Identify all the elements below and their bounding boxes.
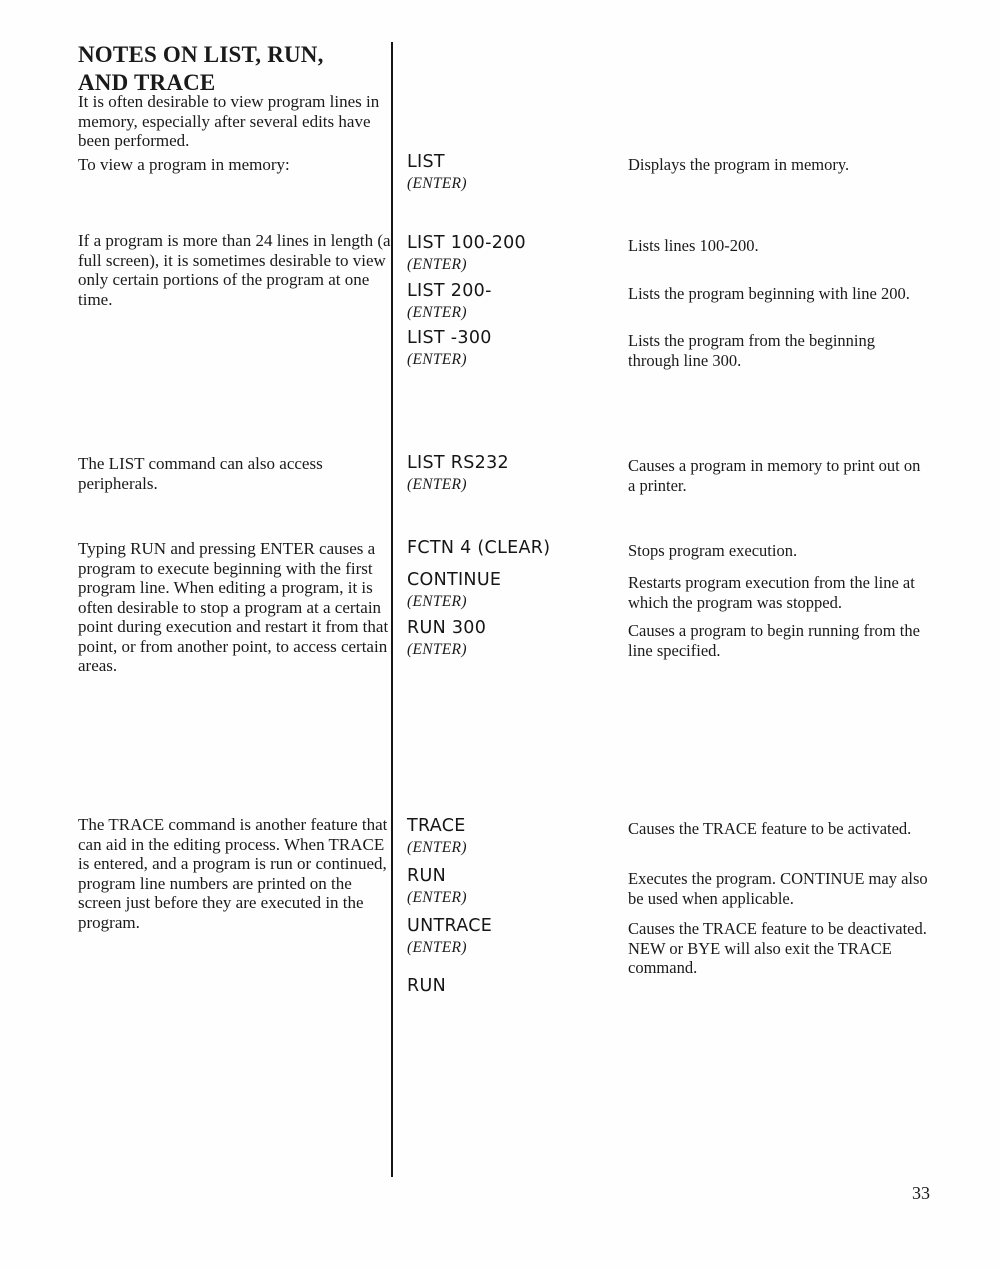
command-description: Lists lines 100-200. — [628, 236, 759, 255]
command-entry — [407, 976, 979, 999]
command-entry — [407, 570, 979, 611]
command-description: Lists the program beginning with line 200. — [628, 284, 910, 303]
command-text: LIST 100-200 — [407, 233, 526, 253]
command-description: Causes the TRACE feature to be deactivated. NEW or BYE will also exit the TRACE command. — [628, 919, 927, 977]
command-entry — [407, 538, 979, 561]
enter-key-label: (ENTER) — [407, 839, 467, 856]
partial-list-paragraph: If a program is more than 24 lines in length (a full screen), it is sometimes desirable to view only certain portions of the program at one time. — [78, 231, 391, 309]
command-description: Causes a program to begin running from the line specified. — [628, 621, 920, 660]
page-heading-line2: AND TRACE — [78, 70, 216, 95]
command-text: RUN — [407, 866, 446, 886]
command-text: FCTN 4 (CLEAR) — [407, 538, 551, 558]
command-text: LIST RS232 — [407, 453, 509, 473]
command-text: UNTRACE — [407, 916, 493, 936]
command-entry — [407, 618, 979, 659]
enter-key-label: (ENTER) — [407, 175, 467, 192]
enter-key-label: (ENTER) — [407, 939, 467, 956]
command-text: RUN — [407, 976, 446, 996]
intro-paragraph: It is often desirable to view program lines in memory, especially after several edits have been performed. — [78, 92, 380, 150]
enter-key-label: (ENTER) — [407, 889, 467, 906]
trace-paragraph: The TRACE command is another feature that can aid in the editing process. When TRACE is entered, and a program is run or continued, program line numbers are printed on the screen just before they are executed in the program. — [78, 815, 388, 932]
command-text: CONTINUE — [407, 570, 502, 590]
command-description: Causes the TRACE feature to be activated. — [628, 819, 912, 838]
command-entry — [407, 816, 979, 857]
run-paragraph: Typing RUN and pressing ENTER causes a program to execute beginning with the first program line. When editing a program, it is often desirable to stop a program at a certain point during execution and restart it from that point, or from another point, to access certain areas. — [78, 539, 389, 675]
list-peripherals-paragraph: The LIST command can also access peripherals. — [78, 454, 323, 493]
enter-key-label: (ENTER) — [407, 641, 467, 658]
column-divider-line — [391, 42, 393, 1177]
command-text: TRACE — [407, 816, 466, 836]
command-entry — [407, 866, 979, 907]
command-entry — [407, 152, 979, 193]
command-description: Lists the program from the beginning through line 300. — [628, 331, 875, 370]
command-entry — [407, 916, 979, 977]
enter-key-label: (ENTER) — [407, 351, 467, 368]
command-description: Stops program execution. — [628, 541, 798, 560]
command-entry — [407, 328, 979, 369]
command-text: LIST -300 — [407, 328, 492, 348]
enter-key-label: (ENTER) — [407, 304, 467, 321]
command-entry — [407, 233, 979, 274]
command-text: LIST — [407, 152, 445, 172]
command-description: Causes a program in memory to print out on a printer. — [628, 456, 921, 495]
page-heading-line1: NOTES ON LIST, RUN, — [78, 42, 324, 67]
command-text: RUN 300 — [407, 618, 487, 638]
command-entry — [407, 281, 979, 322]
page-number: 33 — [912, 1183, 930, 1203]
command-entry — [407, 453, 979, 494]
enter-key-label: (ENTER) — [407, 593, 467, 610]
command-description: Executes the program. CONTINUE may also be used when applicable. — [628, 869, 928, 908]
view-program-note: To view a program in memory: — [78, 155, 290, 174]
enter-key-label: (ENTER) — [407, 256, 467, 273]
enter-key-label: (ENTER) — [407, 476, 467, 493]
command-description: Displays the program in memory. — [628, 155, 850, 174]
command-description: Restarts program execution from the line at which the program was stopped. — [628, 573, 915, 612]
command-text: LIST 200- — [407, 281, 492, 301]
page-heading — [78, 41, 408, 97]
